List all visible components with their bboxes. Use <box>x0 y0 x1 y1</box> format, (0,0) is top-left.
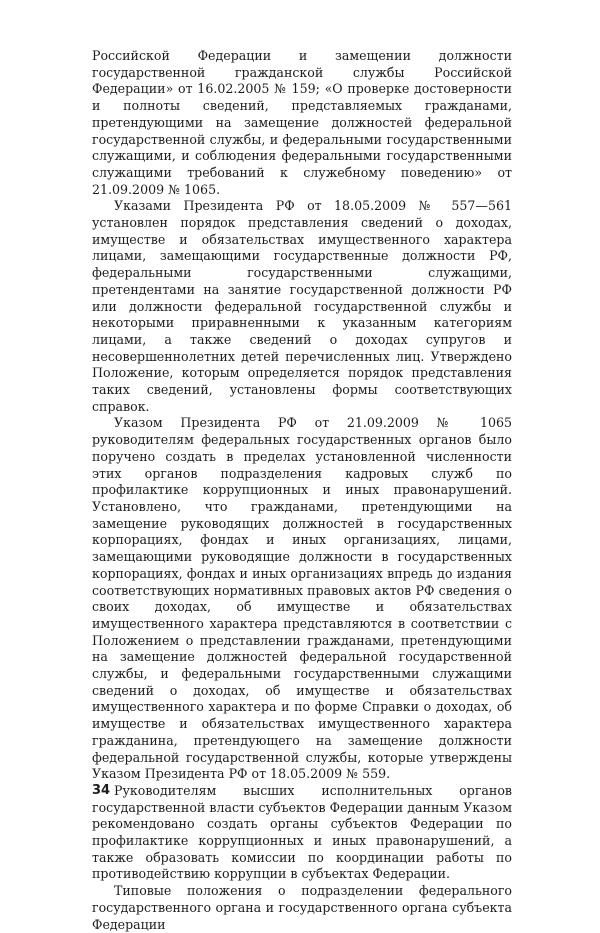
paragraph-5: Типовые положения о подразделении федерального государственного органа и государственного органа субъекта Федерации <box>92 883 512 932</box>
paragraph-2: Указами Президента РФ от 18.05.2009 № 557—561 установлен порядок представления сведений о доходах, имуществе и обязательствах имущественного характера лицами, замещающими государственные должности РФ, федеральными государственными служащими, претендентами на занятие государственной должности РФ или должности федеральной государственной службы и некоторыми приравненными к указанным категориям лицами, а также сведений о доходах супругов и несовершеннолетних детей перечисленных лиц. Утверждено Положение, которым определяется порядок представления таких сведений, установлены формы соответствующих справок. <box>92 198 512 414</box>
page-body <box>92 48 512 933</box>
page-number: 34 <box>92 783 111 798</box>
paragraph-4: Руководителям высших исполнительных органов государственной власти субъектов Федерации данным Указом рекомендовано создать органы субъектов Федерации по профилактике коррупционных и иных правонарушений, а также образовать комиссии по координации работы по противодействию коррупции в субъектах Федерации. <box>92 782 512 882</box>
paragraph-1: Российской Федерации и замещении должности государственной гражданской службы Российской Федерации» от 16.02.2005 № 159; «О проверке достоверности и полноты сведений, представляемых гражданами, претендующими на замещение должностей федеральной государственной службы, и федеральными государственными служащими, и соблюдения федеральными государственными служащими требований к служебному поведению» от 21.09.2009 № 1065. <box>92 48 512 197</box>
paragraph-3: Указом Президента РФ от 21.09.2009 № 1065 руководителям федеральных государственных органов было поручено создать в пределах установленной численности этих органов подразделения кадровых служб по профилактике коррупционных и иных правонарушений. Установлено, что гражданами, претендующими на замещение руководящих должностей в государственных корпорациях, фондах и иных организациях, лицами, замещающими руководящие должности в государственных корпорациях, фондах и иных организациях впредь до издания соответствующих нормативных правовых актов РФ сведения о своих доходах, об имуществе и обязательствах имущественного характера представляются в соответствии с Положением о представлении гражданами, претендующими на замещение должностей федеральной государственной службы, и федеральными государственными служащими сведений о доходах, об имуществе и обязательствах имущественного характера и по форме Справки о доходах, об имуществе и обязательствах имущественного характера гражданина, претендующего на замещение должности федеральной государственной службы, которые утверждены Указом Президента РФ от 18.05.2009 № 559. <box>92 415 512 782</box>
